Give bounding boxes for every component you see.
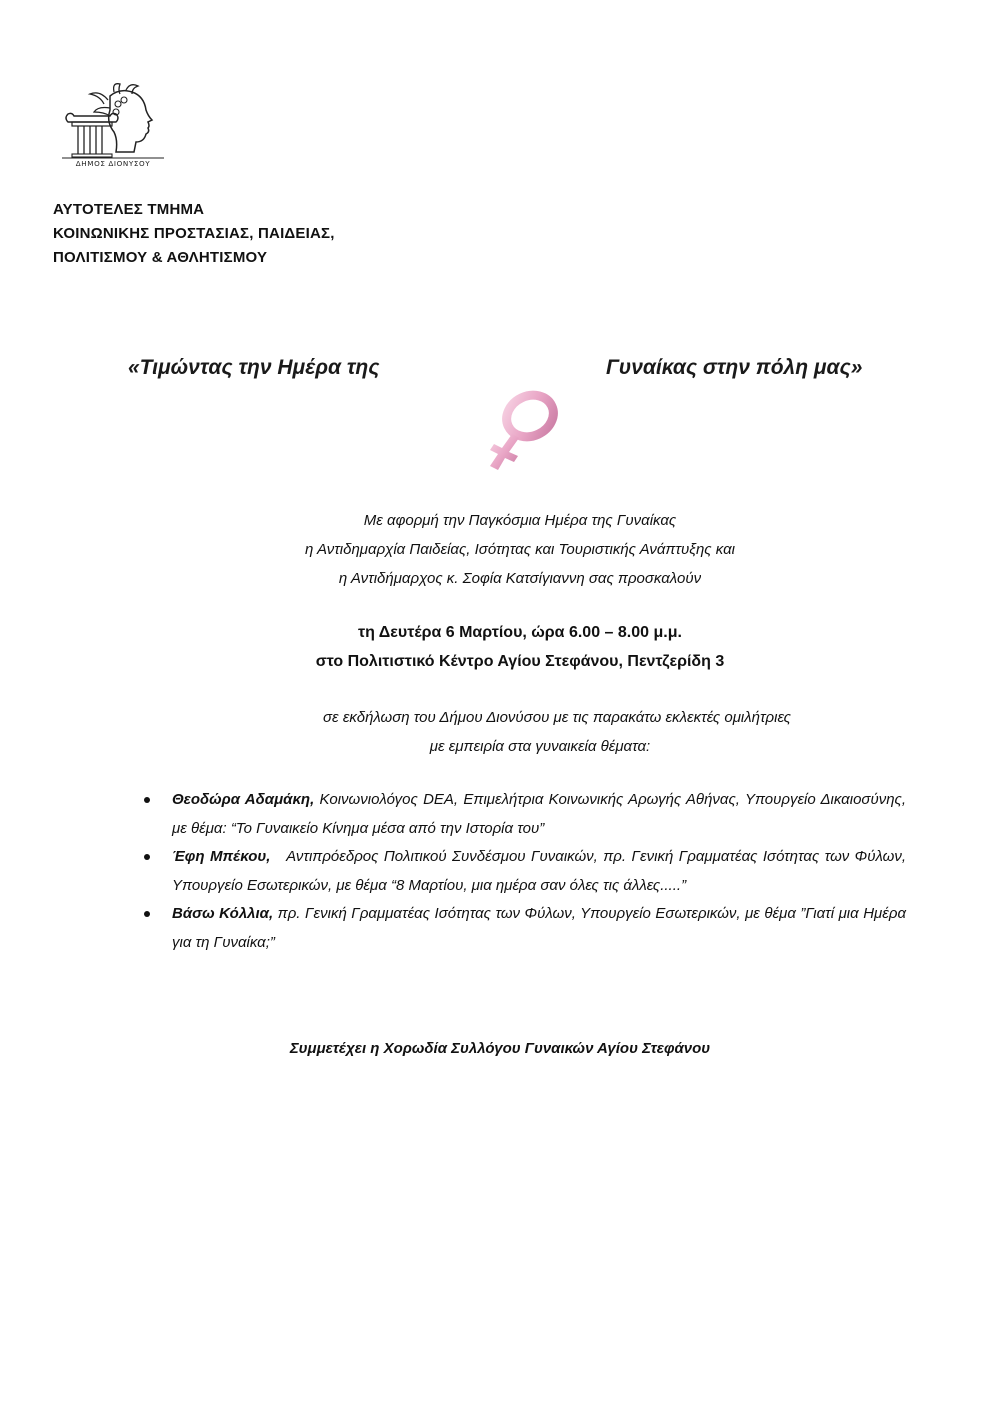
bullet-icon bbox=[144, 911, 150, 917]
bullet-icon bbox=[144, 854, 150, 860]
context-line: σε εκδήλωση του Δήμου Διονύσου με τις παρακάτω εκλεκτές ομιλήτριες bbox=[323, 709, 791, 726]
logo-caption: ΔΗΜΟΣ ΔΙΟΝΥΣΟΥ bbox=[75, 159, 151, 168]
speaker-list bbox=[140, 786, 910, 957]
speaker-description: πρ. Γενική Γραμματέας Ισότητας των Φύλων, Υπουργείο Εσωτερικών, με θέμα ”Γιατί μια Ημέρα για τη Γυναίκα;” bbox=[172, 905, 906, 951]
context-line: με εμπειρία στα γυναικεία θέματα: bbox=[429, 738, 651, 755]
speaker-name: Θεοδώρα Αδαμάκη, bbox=[172, 791, 315, 808]
speaker-description: Αντιπρόεδρος Πολιτικού Συνδέσμου Γυναικών, πρ. Γενική Γραμματέας Ισότητας των Φύλων, Υπουργείο Εσωτερικών, με θέμα “8 Μαρτίου, μια ημέρα σαν όλες τις άλλες.....” bbox=[172, 848, 910, 894]
intro-line: η Αντιδήμαρχος κ. Σοφία Κατσίγιαννη σας προσκαλούν bbox=[338, 570, 702, 587]
department-line: ΑΥΤΟΤΕΛΕΣ ΤΜΗΜΑ bbox=[53, 201, 205, 218]
department-heading bbox=[53, 198, 335, 270]
venus-symbol-icon bbox=[472, 386, 572, 476]
department-line: ΚΟΙΝΩΝΙΚΗΣ ΠΡΟΣΤΑΣΙΑΣ, ΠΑΙΔΕΙΑΣ, bbox=[53, 225, 335, 242]
list-item bbox=[140, 786, 906, 843]
list-item bbox=[140, 843, 910, 900]
list-item bbox=[140, 900, 906, 957]
dimos-dionysou-logo-icon bbox=[60, 82, 166, 168]
event-details bbox=[150, 618, 890, 676]
intro-line: Με αφορμή την Παγκόσμια Ημέρα της Γυναίκας bbox=[363, 512, 677, 529]
speaker-description: Κοινωνιολόγος DEA, Επιμελήτρια Κοινωνικής Αρωγής Αθήνας, Υπουργείο Δικαιοσύνης, με θέμα: “Το Γυναικείο Κίνημα μέσα από την Ιστορία του” bbox=[172, 791, 906, 837]
speaker-name: Έφη Μπέκου, bbox=[172, 848, 271, 865]
speaker-name: Βάσω Κόλλια, bbox=[172, 905, 274, 922]
event-title-left: «Τιμώντας την Ημέρα της bbox=[128, 356, 380, 379]
event-date-time: τη Δευτέρα 6 Μαρτίου, ώρα 6.00 – 8.00 μ.μ. bbox=[358, 624, 682, 641]
department-line: ΠΟΛΙΤΙΣΜΟΥ & ΑΘΛΗΤΙΣΜΟΥ bbox=[53, 249, 268, 266]
bullet-icon bbox=[144, 797, 150, 803]
event-title-right: Γυναίκας στην πόλη μας» bbox=[606, 356, 863, 379]
invitation-intro bbox=[150, 506, 890, 593]
speakers-intro bbox=[150, 703, 890, 761]
event-venue: στο Πολιτιστικό Κέντρο Αγίου Στεφάνου, Πεντζερίδη 3 bbox=[315, 653, 725, 670]
closing-note: Συμμετέχει η Χορωδία Συλλόγου Γυναικών Αγίου Στεφάνου bbox=[289, 1040, 711, 1057]
intro-line: η Αντιδημαρχία Παιδείας, Ισότητας και Τουριστικής Ανάπτυξης και bbox=[305, 541, 735, 558]
